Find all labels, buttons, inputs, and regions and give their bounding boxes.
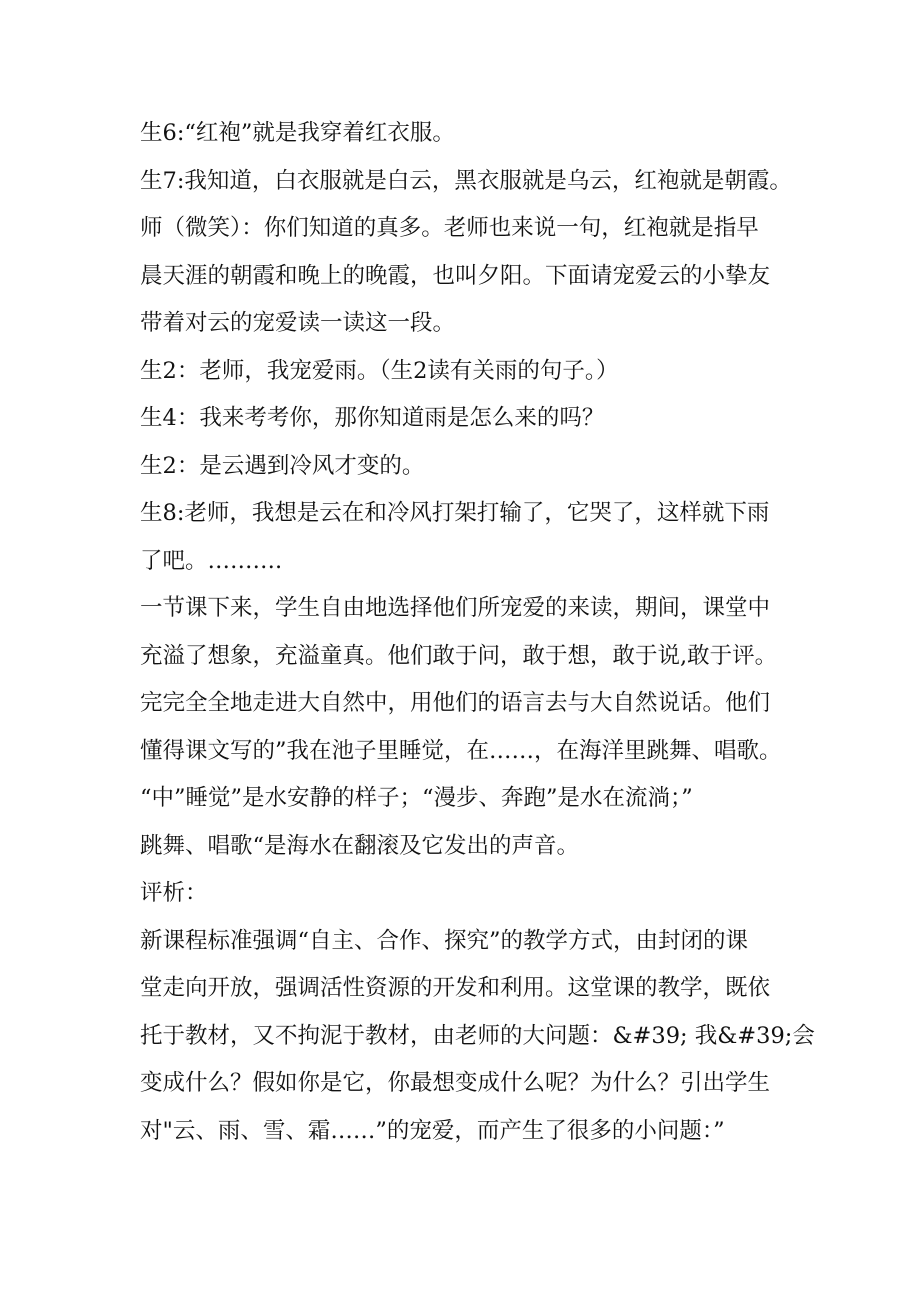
text-line: 完完全全地走进大自然中，用他们的语言去与大自然说话。他们 [140, 690, 771, 716]
text-line: 托于教材，又不拘泥于教材，由老师的大问题：&#39; 我&#39;会 [140, 1022, 815, 1049]
text-line: 带着对云的宠爱读一读这一段。 [140, 310, 456, 336]
text-line: “中”睡觉”是水安静的样子；“漫步、奔跑”是水在流淌；” [140, 785, 693, 811]
text-line: 生6:“红袍”就是我穿着红衣服。 [140, 120, 455, 146]
text-line: 师（微笑）：你们知道的真多。老师也来说一句，红袍就是指早 [140, 215, 759, 241]
text-line: 生8:老师，我想是云在和冷风打架打输了，它哭了，这样就下雨 [140, 500, 770, 526]
text-line: 生7:我知道，白衣服就是白云，黑衣服就是乌云，红袍就是朝霞。 [140, 167, 792, 194]
text-line: 新课程标准强调“自主、合作、探究”的教学方式，由封闭的课 [140, 927, 749, 954]
text-line: 变成什么？假如你是它，你最想变成什么呢？为什么？引出学生 [140, 1070, 771, 1096]
body-text [140, 110, 815, 1155]
section-heading: 评析： [140, 880, 208, 906]
text-line: 了吧。………. [140, 547, 283, 574]
text-line: 跳舞、唱歌“是海水在翻滚及它发出的声音。 [140, 832, 580, 859]
text-line: 生2：老师，我宠爱雨。（生2读有关雨的句子。） [140, 357, 619, 384]
text-line: 晨天涯的朝霞和晚上的晚霞，也叫夕阳。下面请宠爱云的小挚友 [140, 262, 771, 289]
text-line: 充溢了想象，充溢童真。他们敢于问，敢于想，敢于说,敢于评。 [140, 642, 778, 669]
text-line: 生2：是云遇到冷风才变的。 [140, 452, 425, 479]
text-line: 懂得课文写的”我在池子里睡觉，在……，在海洋里跳舞、唱歌。 [140, 737, 782, 764]
text-line: 生4：我来考考你，那你知道雨是怎么来的吗？ [140, 405, 605, 431]
text-line: 对"云、雨、雪、霜……”的宠爱，而产生了很多的小问题：” [140, 1117, 725, 1144]
text-line: 一节课下来，学生自由地选择他们所宠爱的来读，期间，课堂中 [140, 595, 771, 621]
text-line: 堂走向开放，强调活性资源的开发和利用。这堂课的教学，既依 [140, 975, 771, 1001]
